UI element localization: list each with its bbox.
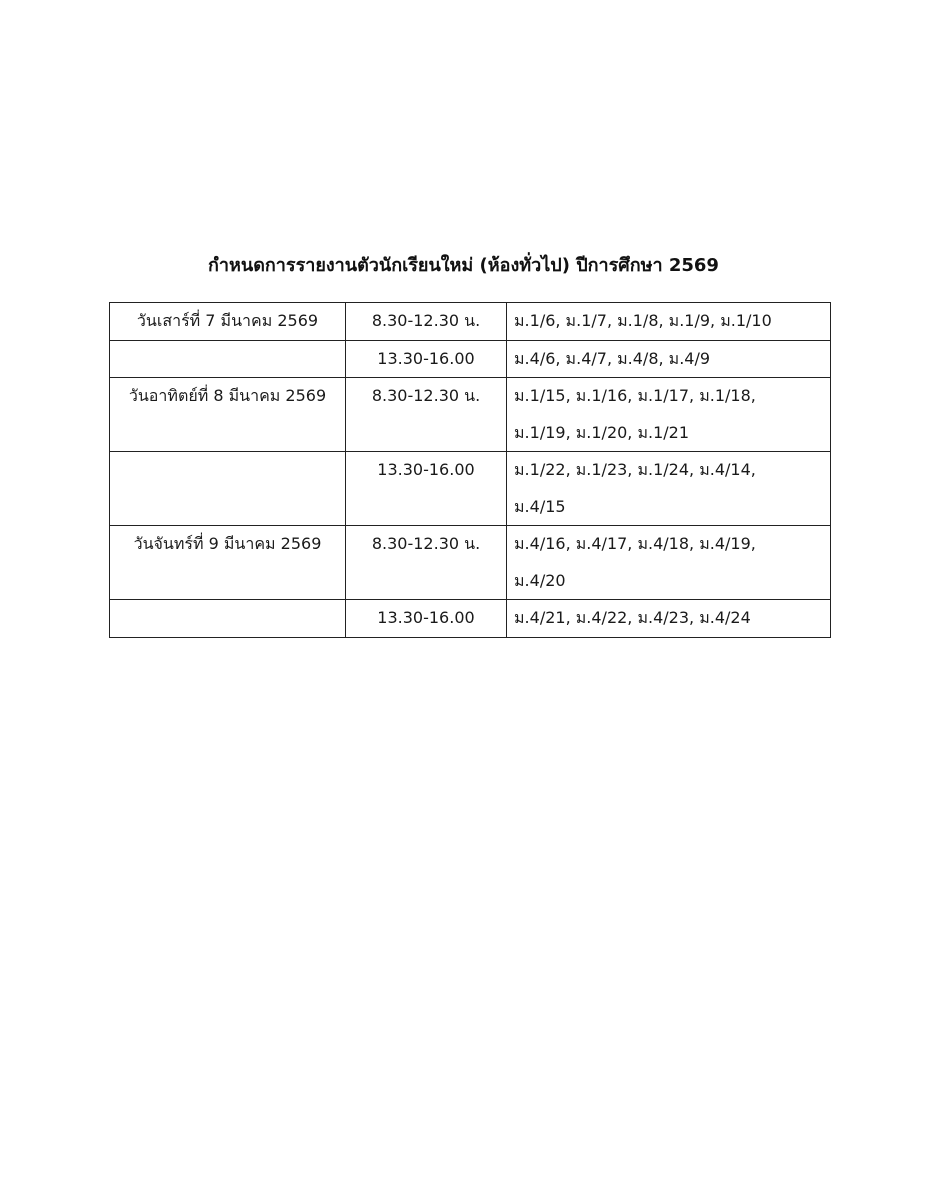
table-row <box>110 600 831 638</box>
rooms-line: ม.4/20 <box>514 570 566 590</box>
date-cell <box>110 600 346 638</box>
table-row <box>110 340 831 378</box>
date-cell: วันเสาร์ที่ 7 มีนาคม 2569 <box>110 303 346 341</box>
time-cell: 13.30-16.00 <box>346 452 507 526</box>
time-cell: 13.30-16.00 <box>346 340 507 378</box>
time-cell: 8.30-12.30 น. <box>346 378 507 452</box>
rooms-cell <box>507 303 831 341</box>
rooms-line: ม.1/15, ม.1/16, ม.1/17, ม.1/18, <box>514 386 756 405</box>
time-cell: 13.30-16.00 <box>346 600 507 638</box>
rooms-line: ม.1/22, ม.1/23, ม.1/24, ม.4/14, <box>514 460 756 479</box>
rooms-cell <box>507 378 831 452</box>
rooms-line: ม.1/6, ม.1/7, ม.1/8, ม.1/9, ม.1/10 <box>514 311 772 330</box>
rooms-line: ม.1/19, ม.1/20, ม.1/21 <box>514 422 690 442</box>
rooms-cell <box>507 452 831 526</box>
time-cell: 8.30-12.30 น. <box>346 526 507 600</box>
document-title: กำหนดการรายงานตัวนักเรียนใหม่ (ห้องทั่วไป) ปีการศึกษา 2569 <box>208 255 719 276</box>
time-cell: 8.30-12.30 น. <box>346 303 507 341</box>
rooms-line: ม.4/15 <box>514 496 566 516</box>
date-cell: วันอาทิตย์ที่ 8 มีนาคม 2569 <box>110 378 346 452</box>
date-cell <box>110 340 346 378</box>
table-row <box>110 526 831 600</box>
rooms-cell <box>507 340 831 378</box>
rooms-line: ม.4/16, ม.4/17, ม.4/18, ม.4/19, <box>514 534 756 553</box>
date-cell <box>110 452 346 526</box>
rooms-line: ม.4/21, ม.4/22, ม.4/23, ม.4/24 <box>514 608 751 627</box>
schedule-table <box>109 302 831 638</box>
table-row <box>110 452 831 526</box>
date-cell: วันจันทร์ที่ 9 มีนาคม 2569 <box>110 526 346 600</box>
table-row <box>110 378 831 452</box>
rooms-cell <box>507 600 831 638</box>
rooms-cell <box>507 526 831 600</box>
rooms-line: ม.4/6, ม.4/7, ม.4/8, ม.4/9 <box>514 348 711 368</box>
table-row <box>110 303 831 341</box>
